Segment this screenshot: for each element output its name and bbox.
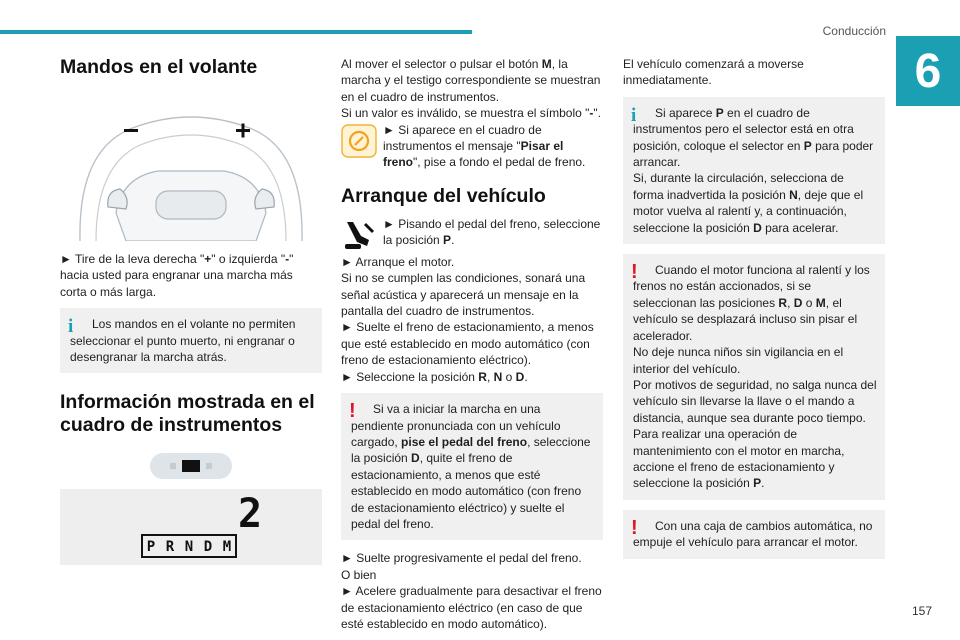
step-suelte-progresivamente: ► Suelte progresivamente el pedal del freno. <box>341 551 582 566</box>
heading-arranque: Arranque del vehículo <box>341 184 546 207</box>
cluster-gear-number: 2 <box>237 491 263 538</box>
step-arranque-motor: ► Arranque el motor. <box>341 254 455 269</box>
brake-pedal-icon <box>341 218 377 252</box>
header-accent-bar <box>0 30 472 34</box>
paragraph-pisar-freno: ► Si aparece en el cuadro de instrumentos el mensaje "Pisar el freno", pise a fondo el pedal de freno. <box>383 122 586 170</box>
warning-icon: ! <box>631 261 638 284</box>
column-3 <box>623 56 885 569</box>
info-icon: i <box>68 316 74 338</box>
column-1 <box>60 56 322 589</box>
paragraph-o-bien: O bien <box>341 567 377 582</box>
step-seleccione-p: ► Pisando el pedal del freno, seleccione la posición P. <box>383 216 601 248</box>
info-icon: i <box>631 104 637 126</box>
step-suelte-freno: ► Suelte el freno de estacionamiento, a menos que esté establecido en modo automático (con freno de estacionamiento eléctrico). <box>341 320 594 368</box>
paragraph-comienza-moverse: El vehículo comenzará a moverse inmediatamente. <box>623 57 804 88</box>
heading-informacion-cuadro: Información mostrada en el cuadro de instrumentos <box>60 391 315 437</box>
step-acelere: ► Acelere gradualmente para desactivar el freno de estacionamiento eléctrico (en caso de que esté establecido en modo automático). <box>341 584 602 631</box>
column-2 <box>341 56 603 632</box>
step-seleccione-posicion: ► Seleccione la posición R, N o D. <box>341 369 528 384</box>
info-note-mandos: i Los mandos en el volante no permiten seleccionar el punto muerto, ni engranar o desengranar la marcha atrás. <box>60 308 322 373</box>
info-note-posicion-p: i Si aparece P en el cuadro de instrumentos pero el selector está en otra posición, coloque el selector en P para poder arrancar. Si, durante la circulación, selecciona de forma inadvertida la posición N, deje que el motor vuelva al ralentí y, a continuación, seleccione la posición D para acelerar. <box>623 97 885 244</box>
heading-mandos-volante: Mandos en el volante <box>60 56 258 78</box>
instrument-cluster-gear-illustration <box>60 449 322 589</box>
cluster-letter-d: D <box>203 539 213 556</box>
paragraph-mandos: ► Tire de la leva derecha "+" o izquierda "-" hacia usted para engranar una marcha más corta o más larga. <box>60 252 294 299</box>
warning-note-empujar: ! Con una caja de cambios automática, no empuje el vehículo para arrancar el motor. <box>623 510 885 559</box>
page-number: 157 <box>911 604 932 618</box>
warning-icon: ! <box>631 516 638 539</box>
chapter-tab: 6 <box>896 36 960 106</box>
steering-wheel-paddles-illustration <box>60 91 322 241</box>
warning-note-ralenti: ! Cuando el motor funciona al ralentí y los frenos no están accionados, si se seleccionan las posiciones R, D o M, el vehículo se desplazará incluso sin pisar el acelerador. No deje nunca niños sin vigilancia en el interior del vehículo. Por motivos de seguridad, no salga nunca del vehículo sin llevarse la llave o el mando a distancia, aunque sea durante poco tiempo. Para realizar una operación de mantenimiento con el motor en marcha, accione el freno de estacionamiento y seleccione la posición P. <box>623 254 885 500</box>
cluster-letter-r: R <box>165 539 175 556</box>
cluster-letter-p: P <box>146 539 156 556</box>
paragraph-condiciones: Si no se cumplen las condiciones, sonará una señal acústica y aparecerá un mensaje en la pantalla del cuadro de instrumentos. <box>341 271 586 319</box>
warning-note-pendiente: ! Si va a iniciar la marcha en una pendiente pronunciada con un vehículo cargado, pise el pedal del freno, seleccione la posición D, quite el freno de estacionamiento, a menos que esté establecido en modo automático (con freno de estacionamiento eléctrico) y suelte el pedal del freno. <box>341 393 603 540</box>
brake-warning-icon <box>341 124 377 158</box>
cluster-letter-n: N <box>184 539 194 556</box>
warning-icon: ! <box>349 400 356 423</box>
paragraph-invalid-value: Si un valor es inválido, se muestra el símbolo "-". <box>341 106 601 121</box>
paragraph-selector: Al mover el selector o pulsar el botón M, la marcha y el testigo correspondiente se muestran en el cuadro de instrumentos. <box>341 57 601 104</box>
section-title: Conducción <box>822 24 886 38</box>
cluster-letter-m: M <box>222 539 232 556</box>
